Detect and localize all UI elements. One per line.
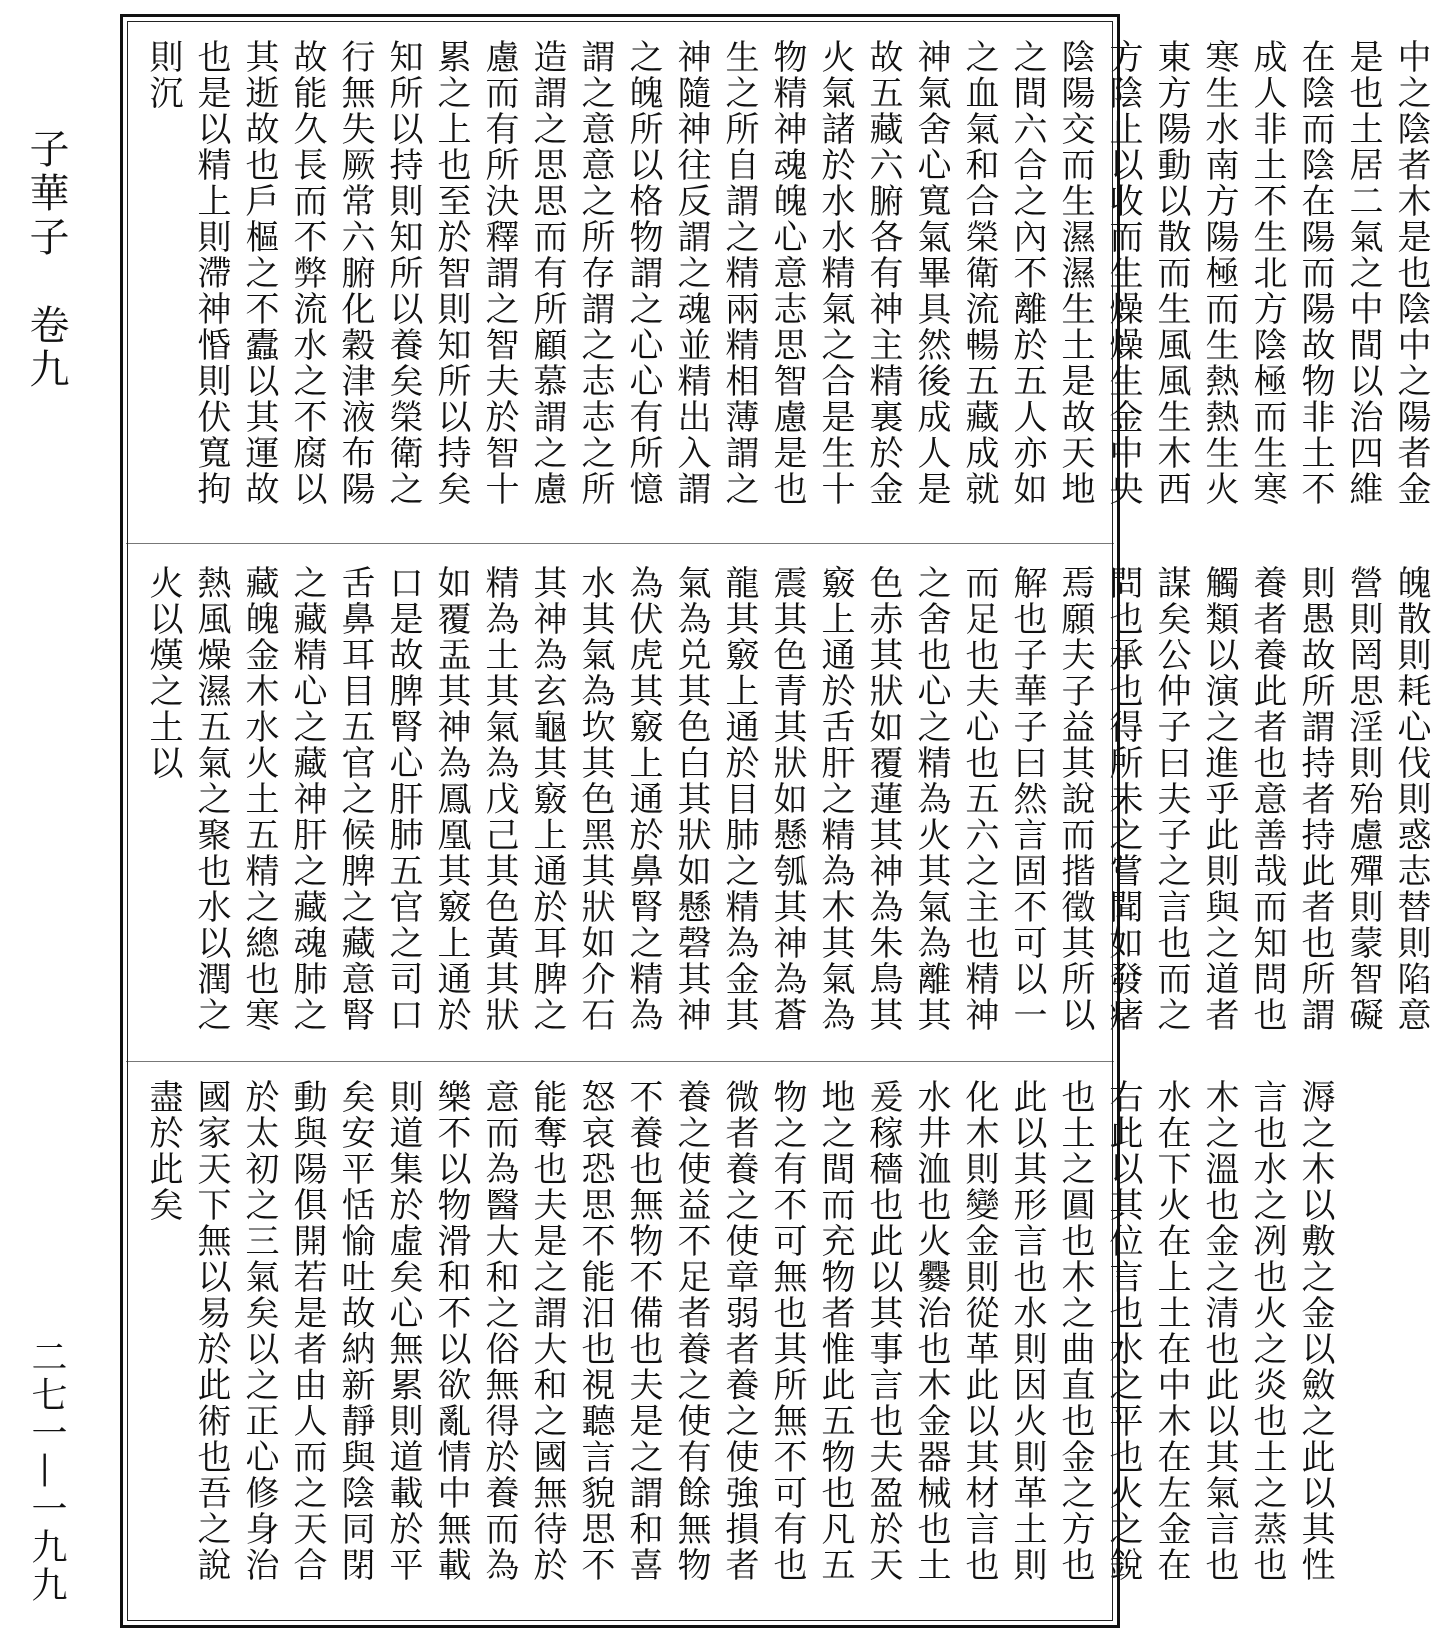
- text-panel-bottom: [139, 1079, 1335, 1611]
- panel-text: 溽之木以敷之金以斂之此以其性言也水之冽也火之炎也土之蒸也木之溫也金之清也此以其氣言也水在下火在上土在中木在左金在右此以其位言也水之平也火之銳也土之圓也木之曲直也金之方也此以其形言也水則因火則革土則化木則變金則從革此以其材言也水井洫也火爨治也木金器械也土爰稼穡也此以其事言也夫盈於天地之間而充物者惟此五物也凡五物之有不可無也其所無不可有也微者養之使章弱者養之使強損者養之使益不足者養之使有餘無物不養也無物不備也夫是之謂和喜怒哀恐思不能汨也視聽言貌思不能奪也夫是之謂大和之國無待於意而為醫大和之俗無得於養而為樂不以物滑和不以欲亂情中無載則道集於虛矣心無累則道載於平矣安平恬愉吐故納新靜與陰同閉動與陽俱開若是者由人而之天合於太初之三氣矣以之正心修身治國家天下無以易於此術也吾之說盡於此矣: [143, 1079, 1335, 1583]
- page-number: 二七一—一九九: [26, 1338, 67, 1604]
- panel-divider: [126, 543, 1114, 544]
- text-panel-middle: [139, 565, 1431, 1049]
- panel-divider: [126, 1061, 1114, 1062]
- page-frame: [120, 14, 1431, 1628]
- panel-text: 中之陰者木是也陰中之陽者金是也土居二氣之中間以治四維在陰而陰在陽而陽故物非土不成人非土不生北方陰極而生寒寒生水南方陽極而生熱熱生火東方陽動以散而生風風生木西方陰止以收而生燥燥生金中央陰陽交而生濕濕生土是故天地之間六合之內不離於五人亦如之血氣和合榮衛流暢五藏成就神氣舍心寬氣畢具然後成人是故五藏六腑各有神主精裏於金火氣諸於水水精氣之合是生十物精神魂魄心意志思智慮是也生之所自謂之精兩精相薄謂之神隨神往反謂之魂並精出入謂之魄所以格物謂之心心有所憶謂之意意之所存謂之志志之所造謂之思思而有所顧慕謂之慮慮而有所決釋謂之智夫於智十累之上也至於智則知所以持矣知所以持則知所以養矣榮衛之行無失厥常六腑化穀津液布陽故能久長而不弊流水之不腐以其逝故也戶樞之不蠹以其運故也是以精上則滯神惛則伏寬拘則沉: [143, 39, 1431, 507]
- book-title: 子華子 卷九: [23, 128, 69, 392]
- panel-text: 魄散則耗心伐則惑志替則陷意營則罔思淫則殆慮殫則蒙智礙則愚故所謂持者持此者也所謂養者養此者也意善哉而知問也觸類以演之進乎此則與之道者謀矣公仲子曰夫子之言也而之問也承也得所未之嘗聞如發瘏焉願夫子益其說而揩徵其所以解也子華子曰然言固不可以一而足也夫心也五六之主也精神之舍也心之精為火其氣為離其色赤其狀如覆蓮其神為朱鳥其竅上通於舌肝之精為木其氣為震其色青其狀如懸瓠其神為蒼龍其竅上通於目肺之精為金其氣為兑其色白其狀如懸磬其神為伏虎其竅上通於鼻腎之精為水其氣為坎其色黑其狀如介石其神為玄龜其竅上通於耳脾之精為土其氣為戊己其色黃其狀如覆盂其神為鳳凰其竅上通於口是故脾腎心肝肺五官之司口舌鼻耳目五官之候脾之藏意腎之藏精心之藏神肝之藏魂肺之藏魄金木水火土五精之總也寒熱風燥濕五氣之聚也水以潤之火以熯之土以: [143, 565, 1431, 1033]
- text-panel-top: [139, 39, 1431, 533]
